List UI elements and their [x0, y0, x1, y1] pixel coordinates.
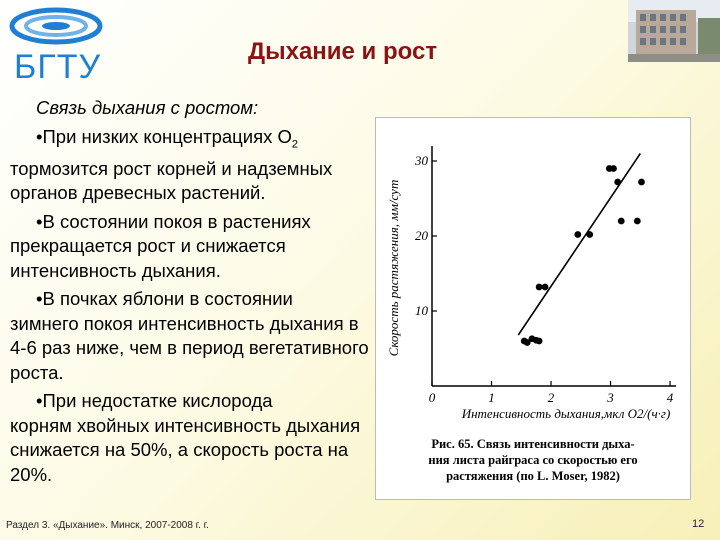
chart-marks: [518, 154, 645, 346]
page-number: 12: [692, 518, 705, 530]
brand-name: БГТУ: [14, 48, 102, 86]
bullet-item: [10, 389, 372, 487]
x-tick-label: 2: [547, 390, 555, 405]
bullet-text: корням хвойных интенсивность дыхания снижается на 50%, а скорость роста на 20%.: [10, 414, 361, 485]
bullet-item: [10, 125, 372, 206]
data-point: [638, 179, 645, 186]
bullet-item: [10, 287, 372, 385]
scatter-chart: [376, 118, 690, 499]
bullet-first-line: При низких концентрациях O: [42, 125, 292, 147]
bullet-text: прекращается рост и снижается интенсивность дыхания.: [10, 235, 286, 281]
bullet-char: •: [36, 210, 43, 232]
data-point: [536, 284, 543, 291]
x-axis-label: Интенсивность дыхания,мкл O2/(ч·г): [461, 406, 671, 421]
figure-caption-line: растяжения (по L. Moser, 1982): [446, 469, 620, 483]
bullet-first-line: При недостатке кислорода: [42, 390, 273, 412]
bullet-char: •: [36, 390, 43, 412]
building-photo: [628, 0, 720, 62]
footer-text: Раздел 3. «Дыхание». Минск, 2007-2008 г. г.: [6, 520, 209, 531]
figure-box: [375, 117, 691, 500]
bullet-item: [10, 210, 372, 284]
y-axis-label: Скорость растяжения, мм/сут: [386, 179, 401, 357]
data-point: [586, 231, 593, 238]
data-point: [610, 165, 617, 172]
figure-caption-line: ния листа райграса со скоростью его: [428, 453, 638, 467]
data-point: [614, 179, 621, 186]
trend-line: [518, 154, 640, 336]
x-tick-label: 1: [488, 390, 495, 405]
chart-ticks: [414, 153, 674, 405]
bullet-text: тормозится рост корней и надземных органов древесных растений.: [10, 157, 333, 204]
bullet-text: зимнего покоя интенсивность дыхания в 4-6 раз ниже, чем в период вегетативного роста.: [10, 312, 369, 383]
text-content: [10, 96, 372, 491]
x-tick-label: 0: [428, 390, 436, 405]
logo-icon: [8, 6, 106, 46]
data-point: [536, 338, 543, 345]
bullet-char: •: [36, 125, 43, 147]
bullet-first-line: В состоянии покоя в растениях: [42, 210, 311, 232]
data-point: [618, 218, 625, 225]
data-point: [634, 218, 641, 225]
bullet-char: •: [36, 288, 43, 310]
subscript: 2: [291, 138, 298, 151]
data-point: [574, 231, 581, 238]
data-point: [542, 284, 549, 291]
y-tick-label: 10: [415, 303, 428, 318]
x-tick-label: 3: [607, 390, 614, 405]
section-subtitle: Связь дыхания с ростом:: [36, 97, 259, 118]
y-tick-label: 20: [415, 228, 428, 243]
figure-caption-line: Рис. 65. Связь интенсивности дыха-: [431, 437, 635, 451]
bullet-first-line: В почках яблони в состоянии: [42, 288, 293, 310]
x-tick-label: 4: [666, 390, 674, 405]
page-title: Дыхание и рост: [248, 38, 438, 65]
y-tick-label: 30: [415, 153, 428, 168]
